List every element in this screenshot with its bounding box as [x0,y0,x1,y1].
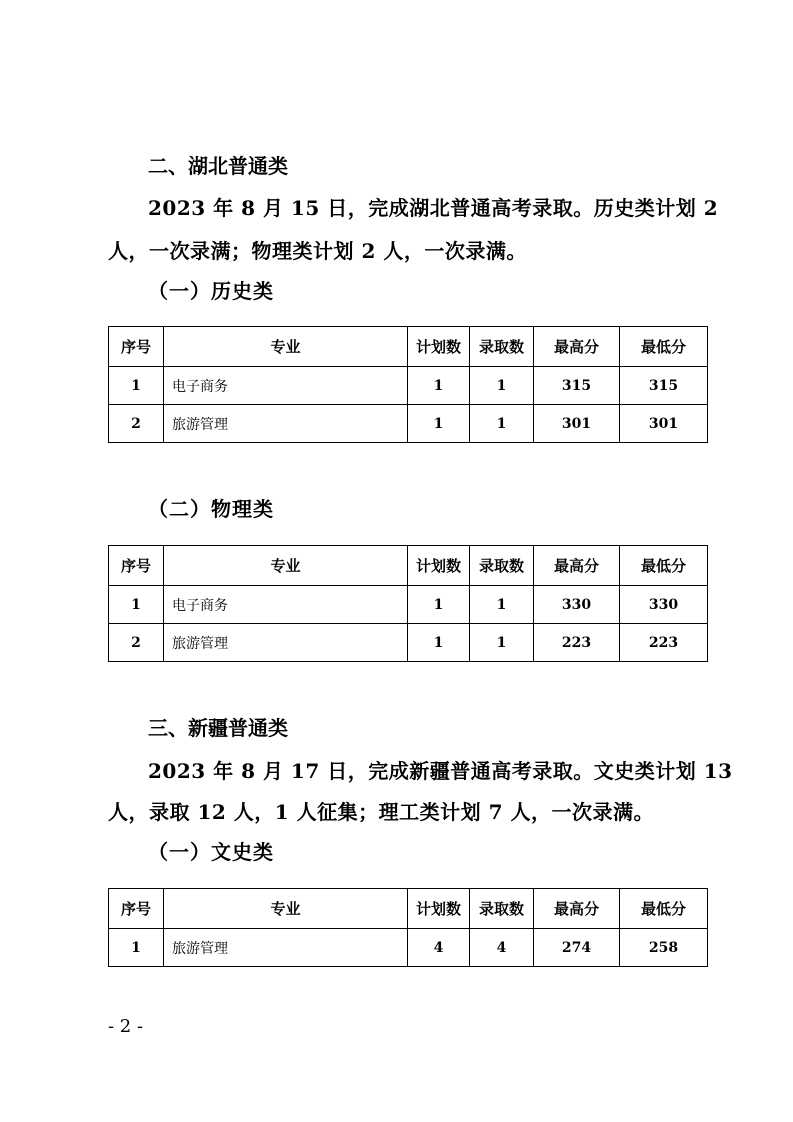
cell-major: 旅游管理 [164,624,408,662]
header-no: 序号 [109,889,164,929]
cell-min: 258 [620,929,708,967]
cell-min: 223 [620,624,708,662]
table-row [109,367,708,405]
paragraph-xinjiang-line2: 人，录取 12 人，1 人征集；理工类计划 7 人，一次录满。 [108,800,654,824]
cell-admit: 1 [470,367,534,405]
cell-plan: 1 [408,405,470,443]
header-major: 专业 [164,327,408,367]
table-xinjiang-liberal-arts [108,888,708,967]
table-header-row [109,546,708,586]
paragraph-hubei-line1: 2023 年 8 月 15 日，完成湖北普通高考录取。历史类计划 2 [148,196,719,220]
section-heading-xinjiang: 三、新疆普通类 [148,716,288,740]
cell-no: 1 [109,367,164,405]
header-min: 最低分 [620,546,708,586]
paragraph-hubei-line2: 人，一次录满；物理类计划 2 人，一次录满。 [108,239,527,263]
cell-major: 旅游管理 [164,929,408,967]
header-min: 最低分 [620,889,708,929]
cell-admit: 4 [470,929,534,967]
header-max: 最高分 [534,546,620,586]
cell-plan: 1 [408,586,470,624]
header-no: 序号 [109,327,164,367]
cell-max: 223 [534,624,620,662]
cell-major: 电子商务 [164,586,408,624]
header-max: 最高分 [534,327,620,367]
cell-no: 2 [109,405,164,443]
subsection-title-history: （一）历史类 [148,279,274,303]
cell-plan: 1 [408,367,470,405]
cell-major: 旅游管理 [164,405,408,443]
header-admit: 录取数 [470,889,534,929]
table-row [109,405,708,443]
cell-admit: 1 [470,586,534,624]
cell-max: 330 [534,586,620,624]
cell-min: 301 [620,405,708,443]
header-major: 专业 [164,546,408,586]
cell-no: 2 [109,624,164,662]
header-plan: 计划数 [408,327,470,367]
table-header-row [109,327,708,367]
table-hubei-physics [108,545,708,662]
cell-admit: 1 [470,624,534,662]
header-plan: 计划数 [408,546,470,586]
table-row [109,929,708,967]
section-heading-hubei: 二、湖北普通类 [148,154,288,178]
header-plan: 计划数 [408,889,470,929]
cell-plan: 4 [408,929,470,967]
cell-min: 315 [620,367,708,405]
cell-plan: 1 [408,624,470,662]
table-row [109,624,708,662]
cell-major: 电子商务 [164,367,408,405]
header-admit: 录取数 [470,546,534,586]
header-major: 专业 [164,889,408,929]
subsection-title-liberal-arts: （一）文史类 [148,840,274,864]
header-admit: 录取数 [470,327,534,367]
header-max: 最高分 [534,889,620,929]
cell-max: 315 [534,367,620,405]
paragraph-xinjiang-line1: 2023 年 8 月 17 日，完成新疆普通高考录取。文史类计划 13 [148,759,733,783]
cell-max: 274 [534,929,620,967]
header-no: 序号 [109,546,164,586]
table-hubei-history [108,326,708,443]
cell-admit: 1 [470,405,534,443]
table-row [109,586,708,624]
table-header-row [109,889,708,929]
cell-max: 301 [534,405,620,443]
subsection-title-physics: （二）物理类 [148,497,274,521]
header-min: 最低分 [620,327,708,367]
cell-no: 1 [109,929,164,967]
cell-min: 330 [620,586,708,624]
cell-no: 1 [109,586,164,624]
page-number: - 2 - [108,1016,144,1037]
